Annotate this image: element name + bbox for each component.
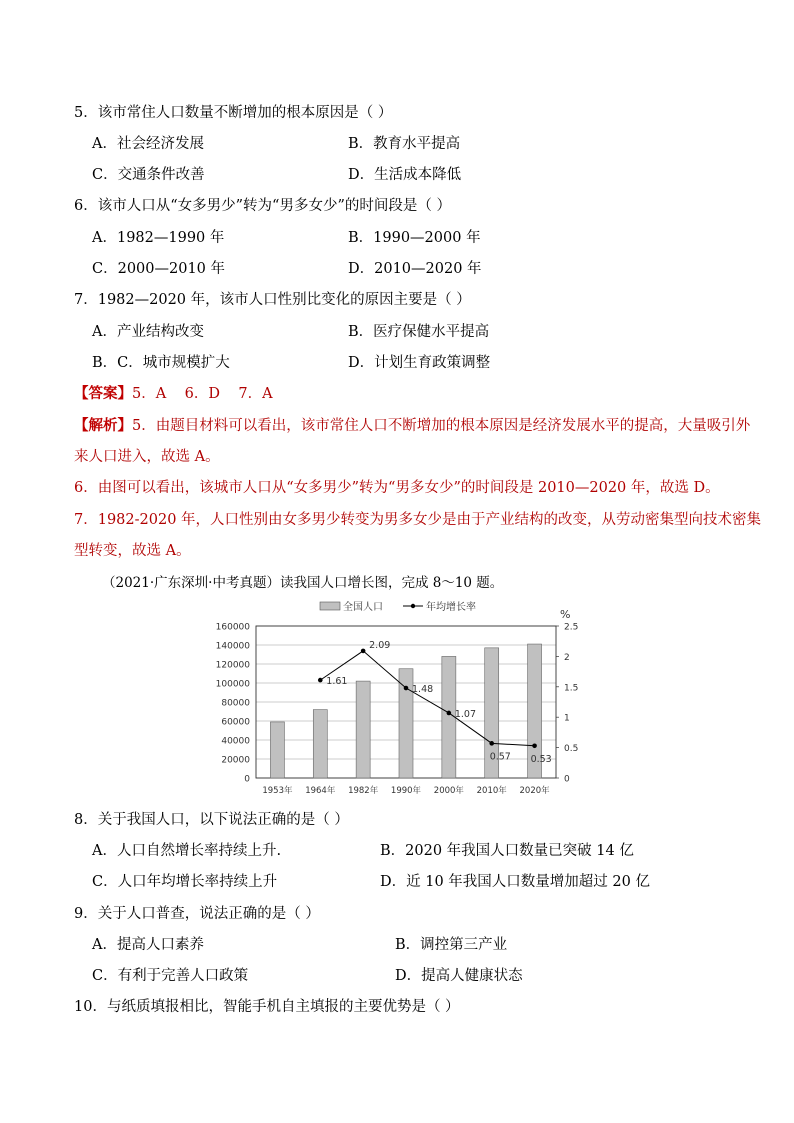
q9-stem: 9．关于人口普查，说法正确的是（ ） (74, 906, 320, 922)
q7-option-c: B．C．城市规模扩大 (92, 355, 230, 371)
analysis-label: 【解析】 (74, 417, 132, 434)
y-right-tick-label: 2 (564, 652, 570, 663)
growth-rate-label: 1.61 (326, 676, 348, 688)
y-left-tick-label: 40000 (221, 736, 250, 747)
q10-stem: 10．与纸质填报相比，智能手机自主填报的主要优势是（ ） (74, 999, 460, 1015)
growth-rate-label: 2.09 (369, 639, 391, 651)
y-right-tick-label: 0 (564, 774, 570, 785)
q9-option-a: A．提高人口素养 (92, 937, 204, 953)
growth-rate-point (404, 686, 409, 691)
q7-option-a: A．产业结构改变 (92, 324, 204, 340)
population-bar (442, 656, 456, 778)
population-bar (270, 722, 284, 778)
y-right-tick-label: 0.5 (564, 744, 579, 755)
legend-line-label: 年均增长率 (426, 602, 476, 613)
y-left-tick-label: 140000 (215, 641, 250, 652)
q8-option-a: A．人口自然增长率持续上升. (92, 843, 282, 859)
y-left-tick-label: 0 (244, 774, 250, 785)
y-right-unit: % (560, 608, 571, 621)
analysis-line-3: 6．由图可以看出，该城市人口从“女多男少”转为“男多女少”的时间段是 2010—2020 年，故选 D。 (74, 480, 720, 496)
x-tick-label: 1964年 (305, 786, 336, 796)
q6-option-a: A．1982—1990 年 (92, 230, 225, 246)
growth-rate-point (361, 649, 366, 654)
growth-rate-point (318, 678, 323, 683)
q8-option-c: C．人口年均增长率持续上升 (92, 874, 278, 890)
growth-rate-point (532, 743, 537, 748)
answer-text: 5．A 6．D 7．A (132, 386, 273, 402)
x-tick-label: 2010年 (476, 786, 507, 796)
growth-rate-line (320, 651, 534, 746)
y-right-tick-label: 1 (564, 713, 570, 724)
analysis-line-5: 型转变，故选 A。 (74, 543, 191, 559)
q5-option-a: A．社会经济发展 (92, 136, 204, 152)
y-left-tick-label: 100000 (215, 679, 250, 690)
q7-option-d: D．计划生育政策调整 (348, 355, 491, 371)
q9-option-c: C．有利于完善人口政策 (92, 968, 249, 984)
growth-rate-label: 1.07 (454, 708, 477, 720)
growth-rate-label: 0.53 (530, 753, 552, 765)
q6-option-c: C．2000—2010 年 (92, 261, 226, 277)
x-tick-label: 1990年 (390, 786, 422, 796)
y-left-tick-label: 20000 (221, 755, 250, 766)
legend-line-dot (411, 604, 415, 608)
growth-rate-label: 0.57 (489, 751, 511, 763)
analysis-line-4: 7．1982-2020 年，人口性别由女多男少转变为男多女少是由于产业结构的改变，从劳动密集型向技术密集 (74, 512, 762, 528)
analysis-line-2: 来人口进入，故选 A。 (74, 449, 220, 465)
q7-stem: 7．1982—2020 年，该市人口性别比变化的原因主要是（ ） (74, 292, 471, 308)
q6-option-d: D．2010—2020 年 (348, 261, 482, 277)
growth-rate-point (447, 711, 452, 716)
y-right-tick-label: 2.5 (564, 622, 579, 633)
legend-bar-swatch (320, 602, 340, 610)
y-right-tick-label: 1.5 (564, 683, 579, 694)
y-left-tick-label: 80000 (221, 698, 250, 709)
x-tick-label: 2000年 (433, 786, 464, 796)
growth-rate-label: 1.48 (412, 684, 434, 696)
population-chart (200, 596, 600, 802)
q8-stem: 8．关于我国人口，以下说法正确的是（ ） (74, 812, 349, 828)
y-left-tick-label: 160000 (215, 622, 250, 633)
q6-stem: 6．该市人口从“女多男少”转为“男多女少”的时间段是（ ） (74, 198, 451, 214)
analysis-text-1: 5．由题目材料可以看出，该市常住人口不断增加的根本原因是经济发展水平的提高，大量吸引外 (132, 418, 751, 434)
population-bar (356, 681, 370, 778)
q6-option-b: B．1990—2000 年 (348, 230, 481, 246)
answer-label: 【答案】 (74, 385, 132, 402)
population-bar (399, 669, 413, 778)
q8-option-b: B．2020 年我国人口数量已突破 14 亿 (380, 843, 634, 859)
x-tick-label: 2020年 (519, 786, 550, 796)
q9-option-b: B．调控第三产业 (395, 937, 508, 953)
q7-option-b: B．医疗保健水平提高 (348, 324, 490, 340)
answer-line (74, 384, 273, 404)
x-tick-label: 1982年 (348, 786, 379, 796)
q8-option-d: D．近 10 年我国人口数量增加超过 20 亿 (380, 874, 650, 890)
y-left-tick-label: 120000 (215, 660, 250, 671)
legend-bar-label: 全国人口 (343, 602, 383, 613)
analysis-line-1 (74, 416, 750, 436)
y-left-tick-label: 60000 (221, 717, 250, 728)
growth-rate-point (489, 741, 494, 746)
q5-option-b: B．教育水平提高 (348, 136, 461, 152)
q5-option-d: D．生活成本降低 (348, 167, 462, 183)
q9-option-d: D．提高人健康状态 (395, 968, 523, 984)
q5-option-c: C．交通条件改善 (92, 167, 205, 183)
x-tick-label: 1953年 (262, 786, 293, 796)
chart-intro: （2021·广东深圳·中考真题）读我国人口增长图，完成 8～10 题。 (102, 575, 504, 591)
q5-stem: 5．该市常住人口数量不断增加的根本原因是（ ） (74, 105, 393, 121)
population-bar (313, 710, 327, 778)
